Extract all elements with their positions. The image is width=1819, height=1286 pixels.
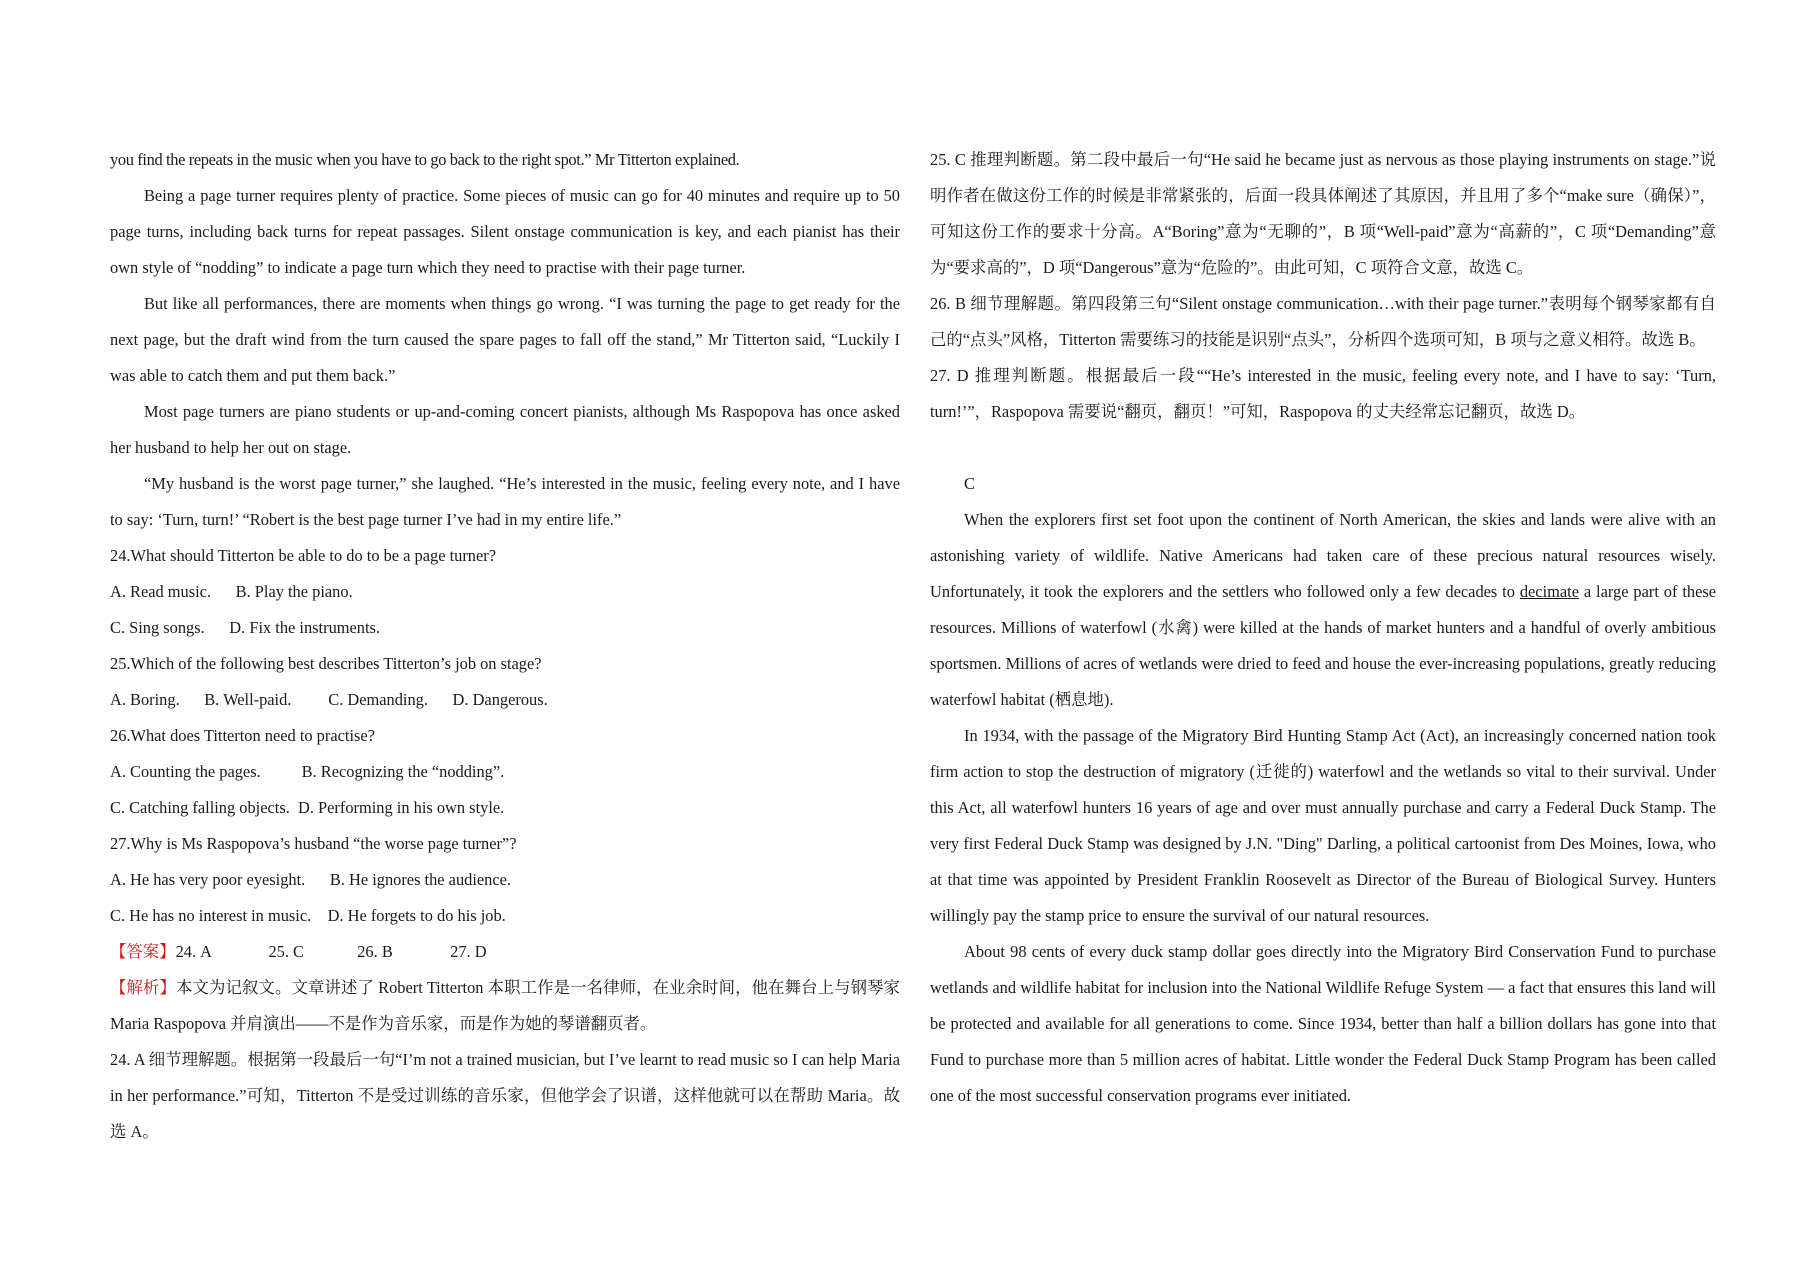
question-25: 25.Which of the following best describes Titterton’s job on stage? — [110, 654, 542, 673]
passage-c-paragraph-1-start: When the explorers first set foot upon the continent of North American, the skies and lands were alive with an astonishing variety of wildlife. Native Americans had taken care of these precious natural resources wisely. Unfortunately, it took the explorers and the settlers who followed only a few decades to — [930, 510, 1716, 601]
question-27-options-ab: A. He has very poor eyesight. B. He ignores the audience. — [110, 870, 512, 889]
analysis-paragraph — [110, 970, 900, 1042]
passage-paragraph-3: But like all performances, there are moments when things go wrong. “I was turning the page to get ready for the next page, but the draft wind from the turn caused the spare pages to fall off the stand,” Mr Titterton said, “Luckily I was able to catch them and put them back.” — [110, 294, 900, 385]
right-column — [930, 142, 1716, 1114]
question-26: 26.What does Titterton need to practise? — [110, 726, 375, 745]
passage-c-paragraph-3: About 98 cents of every duck stamp dollar goes directly into the Migratory Bird Conservation Fund to purchase wetlands and wildlife habitat for inclusion into the National Wildlife Refuge System — a fact that ensures this land will be protected and available for all generations to come. Since 1934, better than half a billion dollars has gone into that Fund to purchase more than 5 million acres of habitat. Little wonder the Federal Duck Stamp Program has been called one of the most successful conservation programs ever initiated. — [930, 942, 1716, 1105]
question-26-options-ab: A. Counting the pages. B. Recognizing the “nodding”. — [110, 762, 505, 781]
question-26-options-cd: C. Catching falling objects. D. Performing in his own style. — [110, 798, 505, 817]
underlined-word: decimate — [1519, 582, 1579, 601]
question-24-options-ab: A. Read music. B. Play the piano. — [110, 582, 353, 601]
answer-line — [110, 934, 900, 970]
question-27-options-cd: C. He has no interest in music. D. He forgets to do his job. — [110, 906, 506, 925]
section-label: C — [964, 474, 975, 493]
passage-paragraph-5: “My husband is the worst page turner,” she laughed. “He’s interested in the music, feeling every note, and I have to say: ‘Turn, turn!’ “Robert is the best page turner I’ve had in my entire life.” — [110, 474, 900, 529]
answer-explanation-24: 24. A 细节理解题。根据第一段最后一句“I’m not a trained musician, but I’ve learnt to read music so I can help Maria in her performance.”可知，Titterton 不是受过训练的音乐家，但他学会了识谱，这样他就可以在帮助 Maria。故选 A。 — [110, 1050, 900, 1141]
passage-paragraph-1: you find the repeats in the music when you have to go back to the right spot.” Mr Titterton explained. — [110, 150, 740, 169]
answer-explanation-26: 26. B 细节理解题。第四段第三句“Silent onstage communication…with their page turner.”表明每个钢琴家都有自己的“点头”风格，Titterton 需要练习的技能是识别“点头”，分析四个选项可知，B 项与之意义相符。故选 B。 — [930, 294, 1716, 349]
question-25-options: A. Boring. B. Well-paid. C. Demanding. D. Dangerous. — [110, 690, 548, 709]
analysis-text: 本文为记叙文。文章讲述了 Robert Titterton 本职工作是一名律师，在业余时间，他在舞台上与钢琴家 Maria Raspopova 并肩演出——不是作为音乐家，而是作为她的琴谱翻页者。 — [110, 978, 900, 1033]
question-24-options-cd: C. Sing songs. D. Fix the instruments. — [110, 618, 381, 637]
analysis-tag: 【解析】 — [110, 978, 176, 997]
answer-explanation-25: 25. C 推理判断题。第二段中最后一句“He said he became just as nervous as those playing instruments on stage.”说明作者在做这份工作的时候是非常紧张的，后面一段具体阐述了其原因，并且用了多个“make sure（确保）”，可知这份工作的要求十分高。A“Boring”意为“无聊的”，B 项“Well-paid”意为“高薪的”，C 项“Demanding”意为“要求高的”，D 项“Dangerous”意为“危险的”。由此可知，C 项符合文意，故选 C。 — [930, 150, 1716, 277]
passage-paragraph-2: Being a page turner requires plenty of practice. Some pieces of music can go for 40 minutes and require up to 50 page turns, including back turns for repeat passages. Silent onstage communication is key, and each pianist has their own style of “nodding” to indicate a page turn which they need to practise with their page turner. — [110, 186, 900, 277]
passage-c-paragraph-1-end: a large part of these resources. Millions of waterfowl (水禽) were killed at the hands of market hunters and a handful of overly ambitious sportsmen. Millions of acres of wetlands were dried to feed and house the ever-increasing populations, greatly reducing waterfowl habitat (栖息地). — [930, 582, 1716, 709]
passage-c-paragraph-1 — [930, 502, 1716, 718]
section-gap — [930, 430, 1716, 466]
question-24: 24.What should Titterton be able to do to be a page turner? — [110, 546, 497, 565]
left-column — [110, 142, 900, 1150]
answer-values: 24. A 25. C 26. B 27. D — [175, 942, 487, 961]
passage-c-paragraph-2: In 1934, with the passage of the Migratory Bird Hunting Stamp Act (Act), an increasingly concerned nation took firm action to stop the destruction of migratory (迁徙的) waterfowl and the wetlands so vital to their survival. Under this Act, all waterfowl hunters 16 years of age and over must annually purchase and carry a Federal Duck Stamp. The very first Federal Duck Stamp was designed by J.N. "Ding" Darling, a political cartoonist from Des Moines, Iowa, who at that time was appointed by President Franklin Roosevelt as Director of the Bureau of Biological Survey. Hunters willingly pay the stamp price to ensure the survival of our natural resources. — [930, 726, 1716, 925]
answer-tag: 【答案】 — [110, 942, 176, 961]
question-27: 27.Why is Ms Raspopova’s husband “the worse page turner”? — [110, 834, 517, 853]
passage-paragraph-4: Most page turners are piano students or up-and-coming concert pianists, although Ms Raspopova has once asked her husband to help her out on stage. — [110, 402, 900, 457]
answer-explanation-27: 27. D 推理判断题。根据最后一段““He’s interested in the music, feeling every note, and I have to say: ‘Turn, turn!’”，Raspopova 需要说“翻页，翻页！”可知，Raspopova 的丈夫经常忘记翻页，故选 D。 — [930, 366, 1716, 421]
